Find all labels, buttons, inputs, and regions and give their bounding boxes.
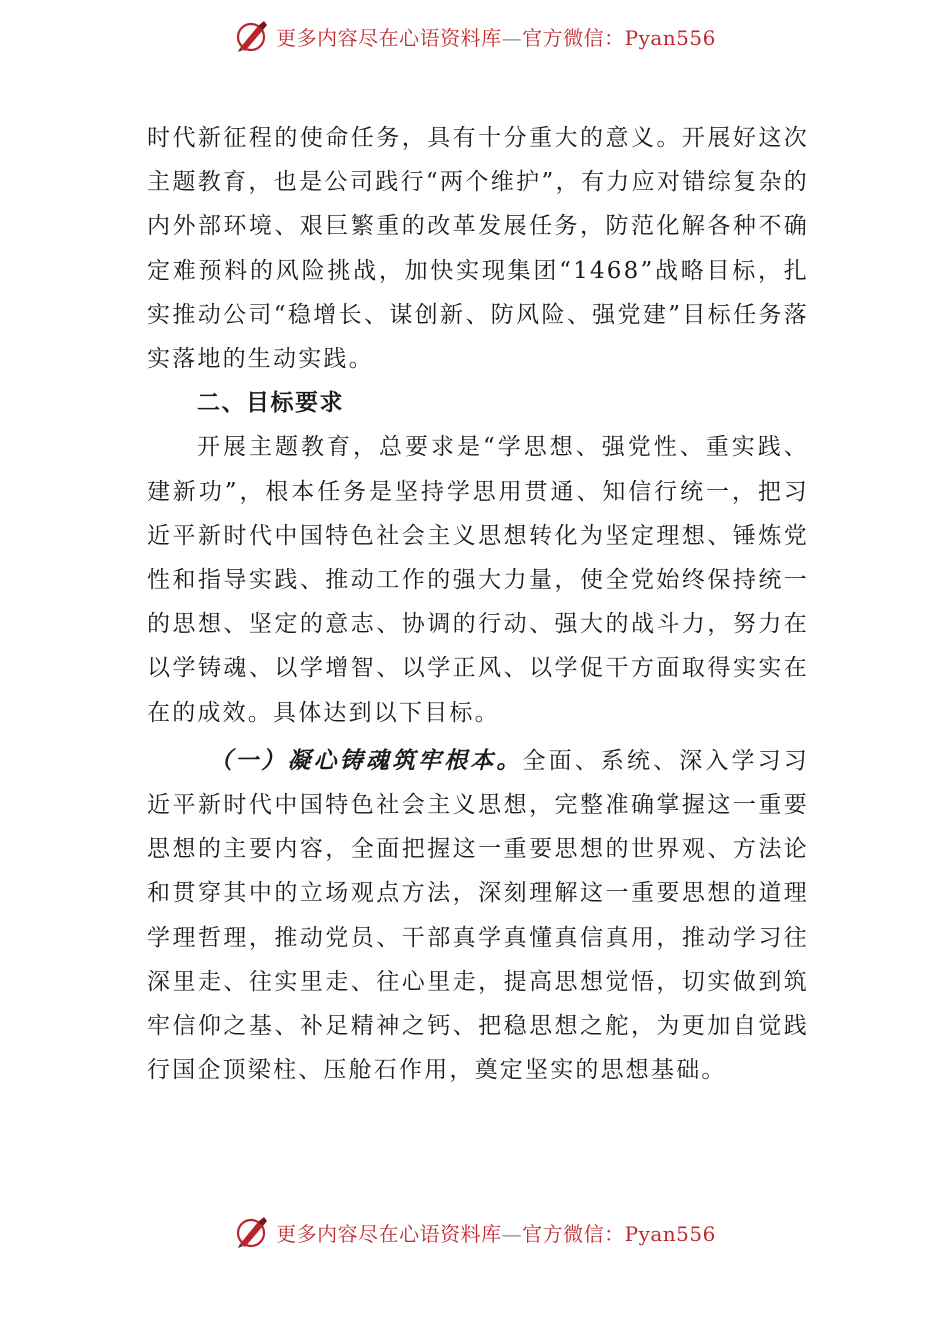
banner-main-text: 更多内容尽在心语资料库 — [276, 25, 502, 50]
subsection-1-title: （一）凝心铸魂筑牢根本。 — [209, 746, 523, 774]
paragraph-intro-continued: 时代新征程的使命任务，具有十分重大的意义。开展好这次主题教育，也是公司践行“两个维护”，有力应对错综复杂的内外部环境、艰巨繁重的改革发展任务，防范化解各种不确定难预料的风险挑战，加快实现集团“1468”战略目标，扎实推动公司“稳增长、谋创新、防风险、强党建”目标任务落实落地的生动实践。 — [147, 125, 809, 373]
subsection-1-text: 全面、系统、深入学习习近平新时代中国特色社会主义思想，完整准确掌握这一重要思想的主要内容，全面把握这一重要思想的世界观、方法论和贯穿其中的立场观点方法，深刻理解这一重要思想的道理学理哲理，推动党员、干部真学真懂真信真用，推动学习往深里走、往实里走、往心里走，提高思想觉悟，切实做到筑牢信仰之基、补足精神之钙、把稳思想之舵，为更加自觉践行国企顶梁柱、压舱石作用，奠定坚实的思想基础。 — [147, 747, 809, 1084]
pen-brush-logo-icon — [234, 1214, 270, 1250]
banner-contact-text: 官方微信：Pyan556 — [522, 1221, 716, 1246]
banner-main-text: 更多内容尽在心语资料库 — [276, 1221, 502, 1246]
banner-dash: — — [501, 25, 523, 50]
pen-brush-logo-icon — [234, 18, 270, 54]
banner-dash: — — [501, 1221, 523, 1246]
section-heading-goals: 二、目标要求 — [197, 390, 344, 417]
banner-text — [276, 1218, 716, 1247]
banner-contact-text: 官方微信：Pyan556 — [522, 25, 716, 50]
document-body — [147, 116, 809, 1092]
header-banner — [0, 14, 950, 58]
banner-text — [276, 22, 716, 51]
paragraph-goals: 开展主题教育，总要求是“学思想、强党性、重实践、建新功”，根本任务是坚持学思用贯通、知信行统一，把习近平新时代中国特色社会主义思想转化为坚定理想、锤炼党性和指导实践、推动工作的强大力量，使全党始终保持统一的思想、坚定的意志、协调的行动、强大的战斗力，努力在以学铸魂、以学增智、以学正风、以学促干方面取得实实在在的成效。具体达到以下目标。 — [147, 434, 809, 726]
footer-banner — [0, 1210, 950, 1254]
paragraph-subsection-1 — [147, 739, 809, 1093]
